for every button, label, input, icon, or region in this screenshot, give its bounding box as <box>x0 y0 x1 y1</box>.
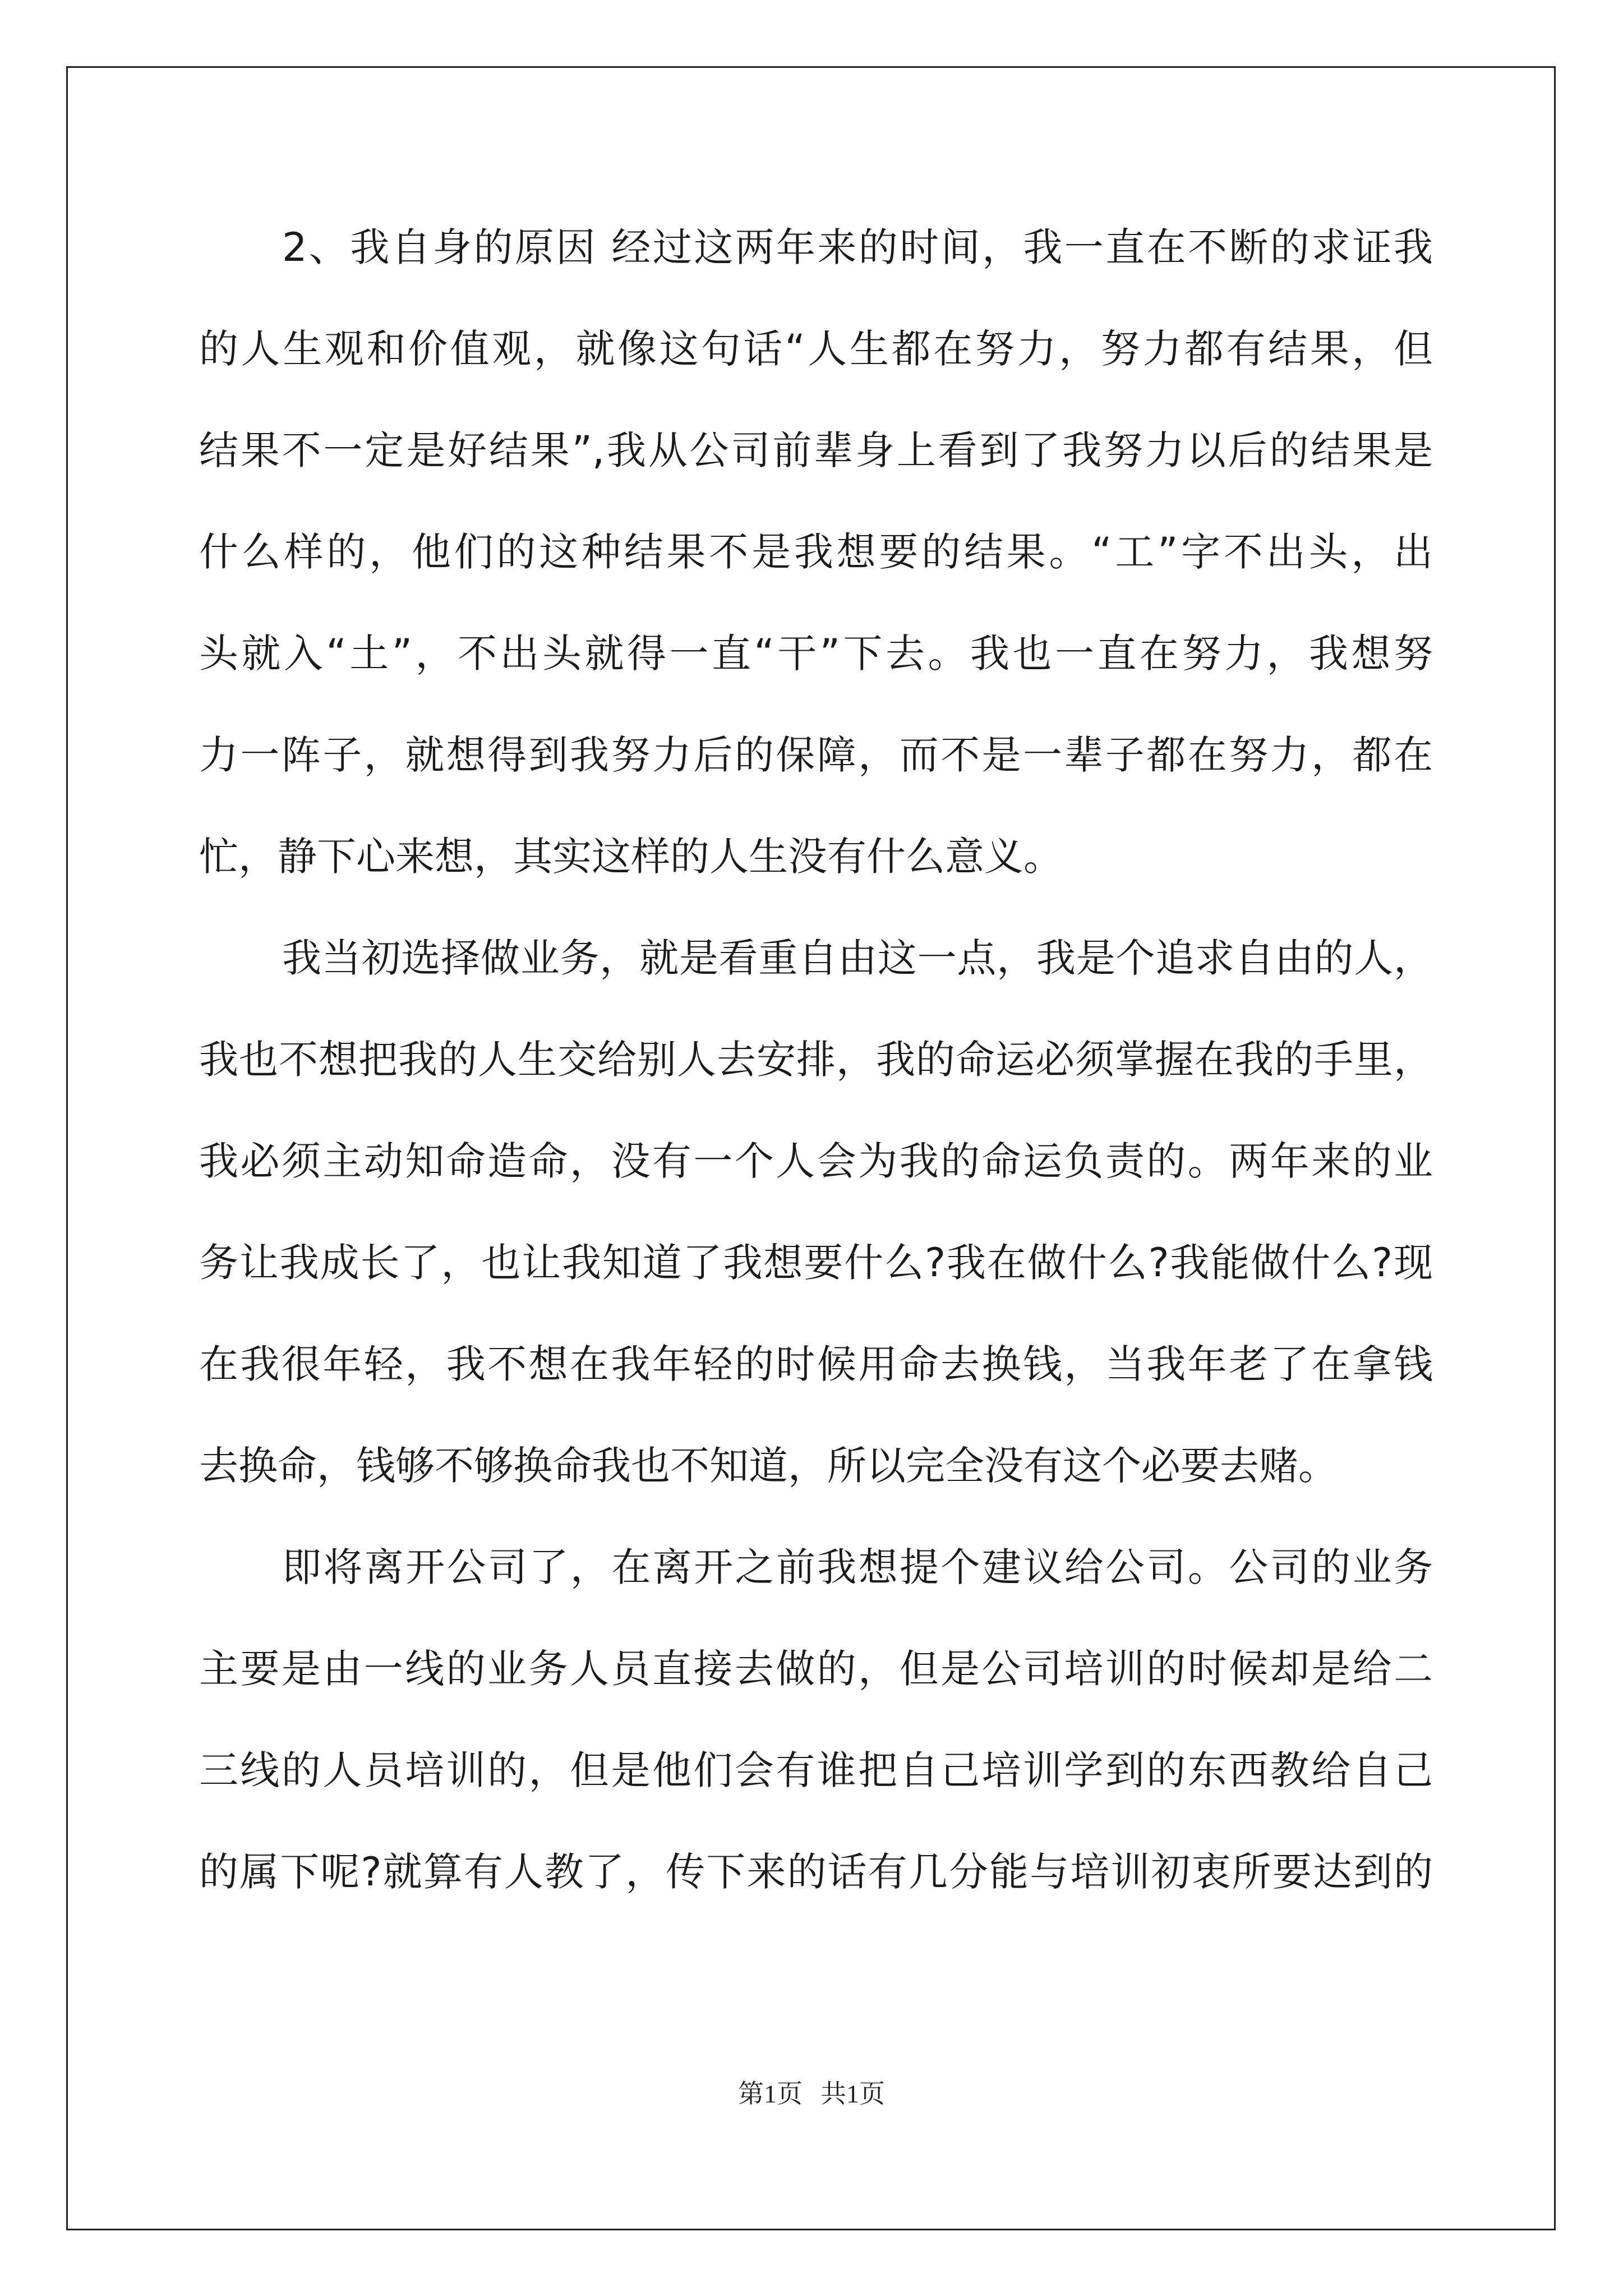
text-line: 在我很年轻，我不想在我年轻的时候用命去换钱，当我年老了在拿钱 <box>199 1341 1433 1387</box>
text-line: 务让我成长了，也让我知道了我想要什么?我在做什么?我能做什么?现 <box>199 1240 1433 1286</box>
page-number: 第1页 <box>738 2079 803 2108</box>
text-line: 即将离开公司了，在离开之前我想提个建议给公司。公司的业务 <box>282 1544 1433 1590</box>
text-line: 结果不一定是好结果”,我从公司前辈身上看到了我努力以后的结果是 <box>199 427 1433 473</box>
text-line: 什么样的，他们的这种结果不是我想要的结果。“工”字不出头，出 <box>199 529 1433 575</box>
page-total: 共1页 <box>820 2079 885 2108</box>
text-line: 我必须主动知命造命，没有一个人会为我的命运负责的。两年来的业 <box>199 1138 1433 1184</box>
page-footer <box>0 2073 1623 2110</box>
text-line: 的属下呢?就算有人教了，传下来的话有几分能与培训初衷所要达到的 <box>199 1849 1433 1895</box>
text-line: 头就入“土”，不出头就得一直“干”下去。我也一直在努力，我想努 <box>199 631 1433 677</box>
text-line: 忙，静下心来想，其实这样的人生没有什么意义。 <box>199 834 1063 880</box>
text-line: 主要是由一线的业务人员直接去做的，但是公司培训的时候却是给二 <box>199 1646 1433 1692</box>
text-line: 力一阵子，就想得到我努力后的保障，而不是一辈子都在努力，都在 <box>199 732 1433 778</box>
text-line: 2、我自身的原因 经过这两年来的时间，我一直在不断的求证我 <box>282 224 1433 270</box>
text-line: 的人生观和价值观，就像这句话“人生都在努力，努力都有结果，但 <box>199 326 1433 372</box>
text-line: 三线的人员培训的，但是他们会有谁把自己培训学到的东西教给自己 <box>199 1747 1433 1793</box>
text-line: 我当初选择做业务，就是看重自由这一点，我是个追求自由的人， <box>282 935 1433 981</box>
text-line: 我也不想把我的人生交给别人去安排，我的命运必须掌握在我的手里， <box>199 1037 1433 1083</box>
text-line: 去换命，钱够不够换命我也不知道，所以完全没有这个必要去赌。 <box>199 1443 1338 1489</box>
